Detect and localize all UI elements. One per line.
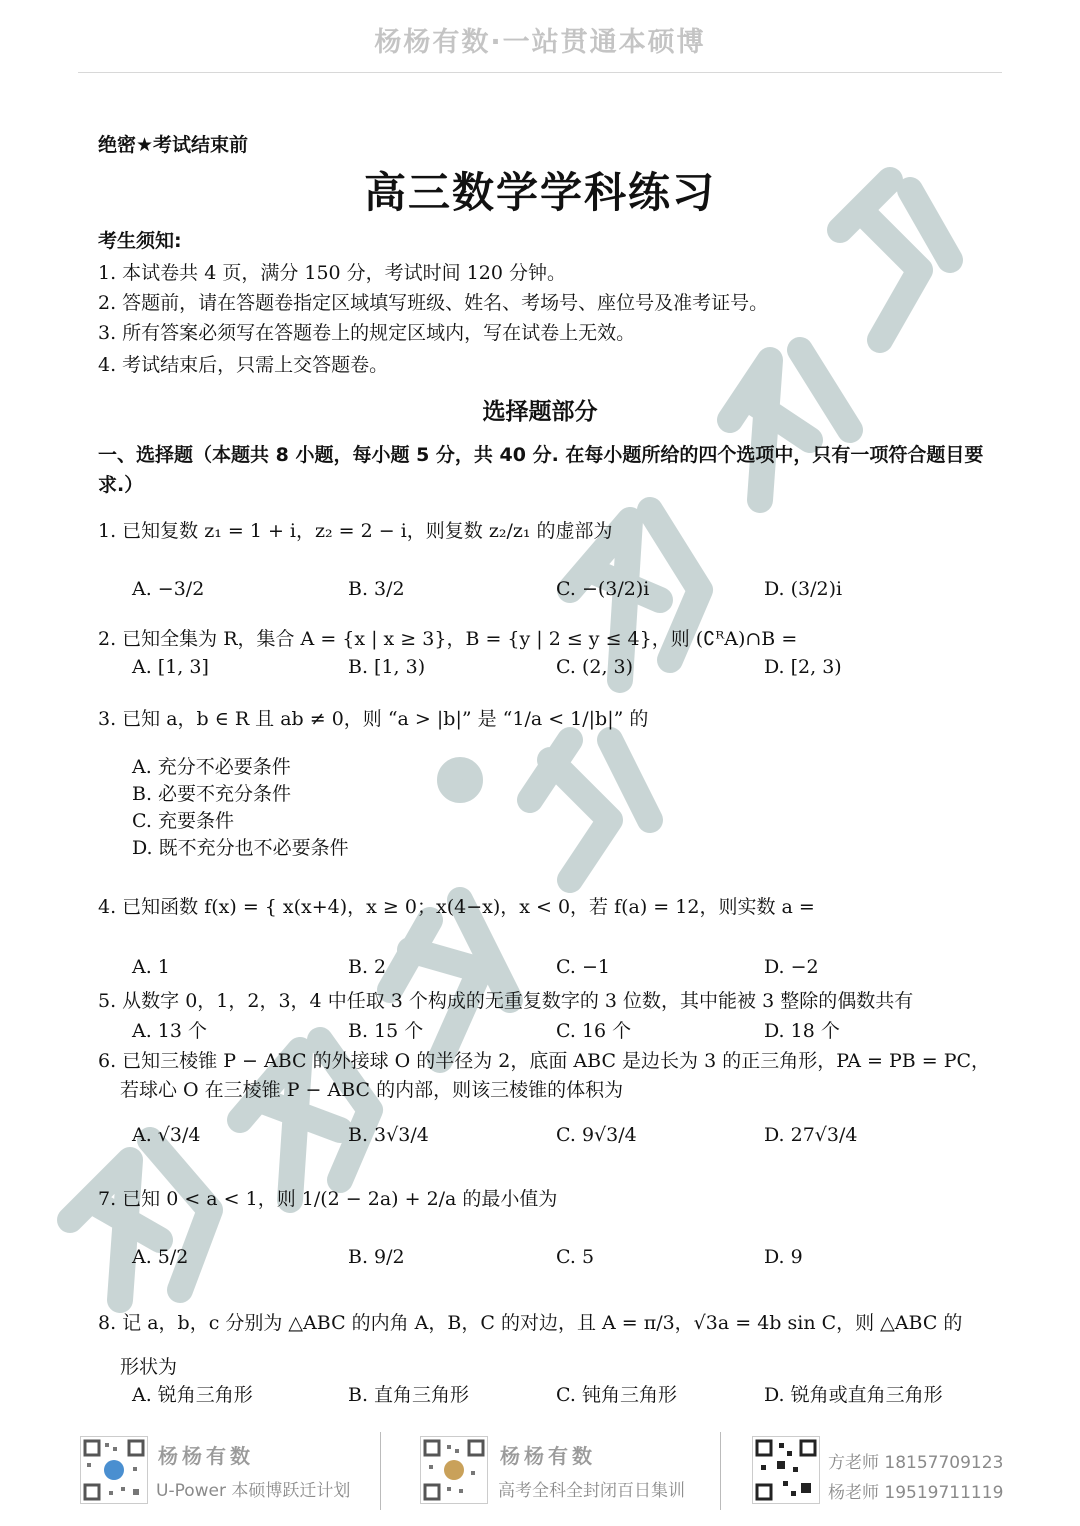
footer-divider [380, 1432, 381, 1510]
question-6-line-2: 若球心 O 在三棱锥 P − ABC 的内部，则该三棱锥的体积为 [120, 1079, 624, 1101]
q5-option-d: D. 18 个 [764, 1020, 840, 1042]
footer-sub-2: 高考全科全封闭百日集训 [498, 1481, 685, 1501]
notice-item: 4. 考试结束后，只需上交答题卷。 [98, 354, 389, 376]
qr-code-icon [80, 1436, 148, 1504]
qr-code-icon [420, 1436, 488, 1504]
part-heading: 一、选择题（本题共 8 小题，每小题 5 分，共 40 分. 在每小题所给的四个选项中，只有一项符合题目要求.） [98, 444, 984, 496]
q8-option-b: B. 直角三角形 [348, 1384, 470, 1406]
q7-option-b: B. 9/2 [348, 1246, 405, 1268]
q8-option-a: A. 锐角三角形 [132, 1384, 253, 1406]
q3-option-a: A. 充分不必要条件 [132, 756, 291, 778]
confidential-mark: 绝密★考试结束前 [98, 134, 249, 156]
footer-contact-2: 杨老师 19519711119 [828, 1483, 1004, 1503]
q5-option-a: A. 13 个 [132, 1020, 208, 1042]
q1-option-b: B. 3/2 [348, 578, 405, 600]
notice-item: 2. 答题前，请在答题卷指定区域填写班级、姓名、考场号、座位号及准考证号。 [98, 292, 769, 314]
q7-option-d: D. 9 [764, 1246, 803, 1268]
question-2: 2. 已知全集为 R，集合 A = {x | x ≥ 3}，B = {y | 2 ≤ y ≤ 4}，则 (∁ᴿA)∩B = [98, 628, 798, 650]
q2-option-d: D. [2, 3) [764, 656, 842, 678]
notice-heading: 考生须知: [98, 230, 182, 252]
q4-option-c: C. −1 [556, 956, 610, 978]
q3-option-b: B. 必要不充分条件 [132, 783, 292, 805]
question-1: 1. 已知复数 z₁ = 1 + i，z₂ = 2 − i，则复数 z₂/z₁ 的虚部为 [98, 520, 613, 542]
q3-option-c: C. 充要条件 [132, 810, 234, 832]
page-title: 高三数学学科练习 [363, 168, 716, 217]
question-8-line-2: 形状为 [120, 1356, 178, 1378]
q1-option-c: C. −(3/2)i [556, 578, 650, 600]
notice-item: 3. 所有答案必须写在答题卷上的规定区域内，写在试卷上无效。 [98, 322, 636, 344]
q2-option-b: B. [1, 3) [348, 656, 426, 678]
header-brand: 杨杨有数·一站贯通本硕博 [374, 27, 706, 58]
q7-option-c: C. 5 [556, 1246, 595, 1268]
q7-option-a: A. 5/2 [132, 1246, 189, 1268]
q8-option-d: D. 锐角或直角三角形 [764, 1384, 943, 1406]
question-8-line-1: 8. 记 a，b，c 分别为 △ABC 的内角 A，B，C 的对边，且 A = π/3，√3a = 4b sin C，则 △ABC 的 [98, 1312, 963, 1334]
question-5: 5. 从数字 0，1，2，3，4 中任取 3 个构成的无重复数字的 3 位数，其中能被 3 整除的偶数共有 [98, 990, 914, 1012]
q4-option-a: A. 1 [132, 956, 170, 978]
section-title: 选择题部分 [482, 399, 598, 425]
q5-option-b: B. 15 个 [348, 1020, 424, 1042]
question-4: 4. 已知函数 f(x) = { x(x+4)，x ≥ 0；x(4−x)，x < 0，若 f(a) = 12，则实数 a = [98, 896, 815, 918]
q2-option-a: A. [1, 3] [132, 656, 209, 678]
question-3: 3. 已知 a，b ∈ R 且 ab ≠ 0，则 “a > |b|” 是 “1/a < 1/|b|” 的 [98, 708, 649, 730]
notice-item: 1. 本试卷共 4 页，满分 150 分，考试时间 120 分钟。 [98, 262, 567, 284]
q6-option-b: B. 3√3/4 [348, 1124, 429, 1146]
q6-option-c: C. 9√3/4 [556, 1124, 637, 1146]
header-divider [78, 72, 1002, 73]
question-6-line-1: 6. 已知三棱锥 P − ABC 的外接球 O 的半径为 2，底面 ABC 是边长为 3 的正三角形，PA = PB = PC， [98, 1050, 991, 1072]
q1-option-a: A. −3/2 [132, 578, 205, 600]
q8-option-c: C. 钝角三角形 [556, 1384, 677, 1406]
q6-option-a: A. √3/4 [132, 1124, 201, 1146]
q1-option-d: D. (3/2)i [764, 578, 843, 600]
footer-divider [720, 1432, 721, 1510]
q5-option-c: C. 16 个 [556, 1020, 632, 1042]
q4-option-d: D. −2 [764, 956, 819, 978]
footer-brand-2: 杨杨有数 [500, 1444, 596, 1468]
footer-sub-1: U-Power 本硕博跃迁计划 [156, 1481, 351, 1501]
q3-option-d: D. 既不充分也不必要条件 [132, 837, 349, 859]
question-7: 7. 已知 0 < a < 1，则 1/(2 − 2a) + 2/a 的最小值为 [98, 1188, 558, 1210]
qr-code-icon [752, 1436, 820, 1504]
q4-option-b: B. 2 [348, 956, 387, 978]
q6-option-d: D. 27√3/4 [764, 1124, 858, 1146]
footer-contact-1: 方老师 18157709123 [828, 1453, 1004, 1473]
q2-option-c: C. (2, 3) [556, 656, 634, 678]
footer-brand-1: 杨杨有数 [158, 1444, 254, 1468]
